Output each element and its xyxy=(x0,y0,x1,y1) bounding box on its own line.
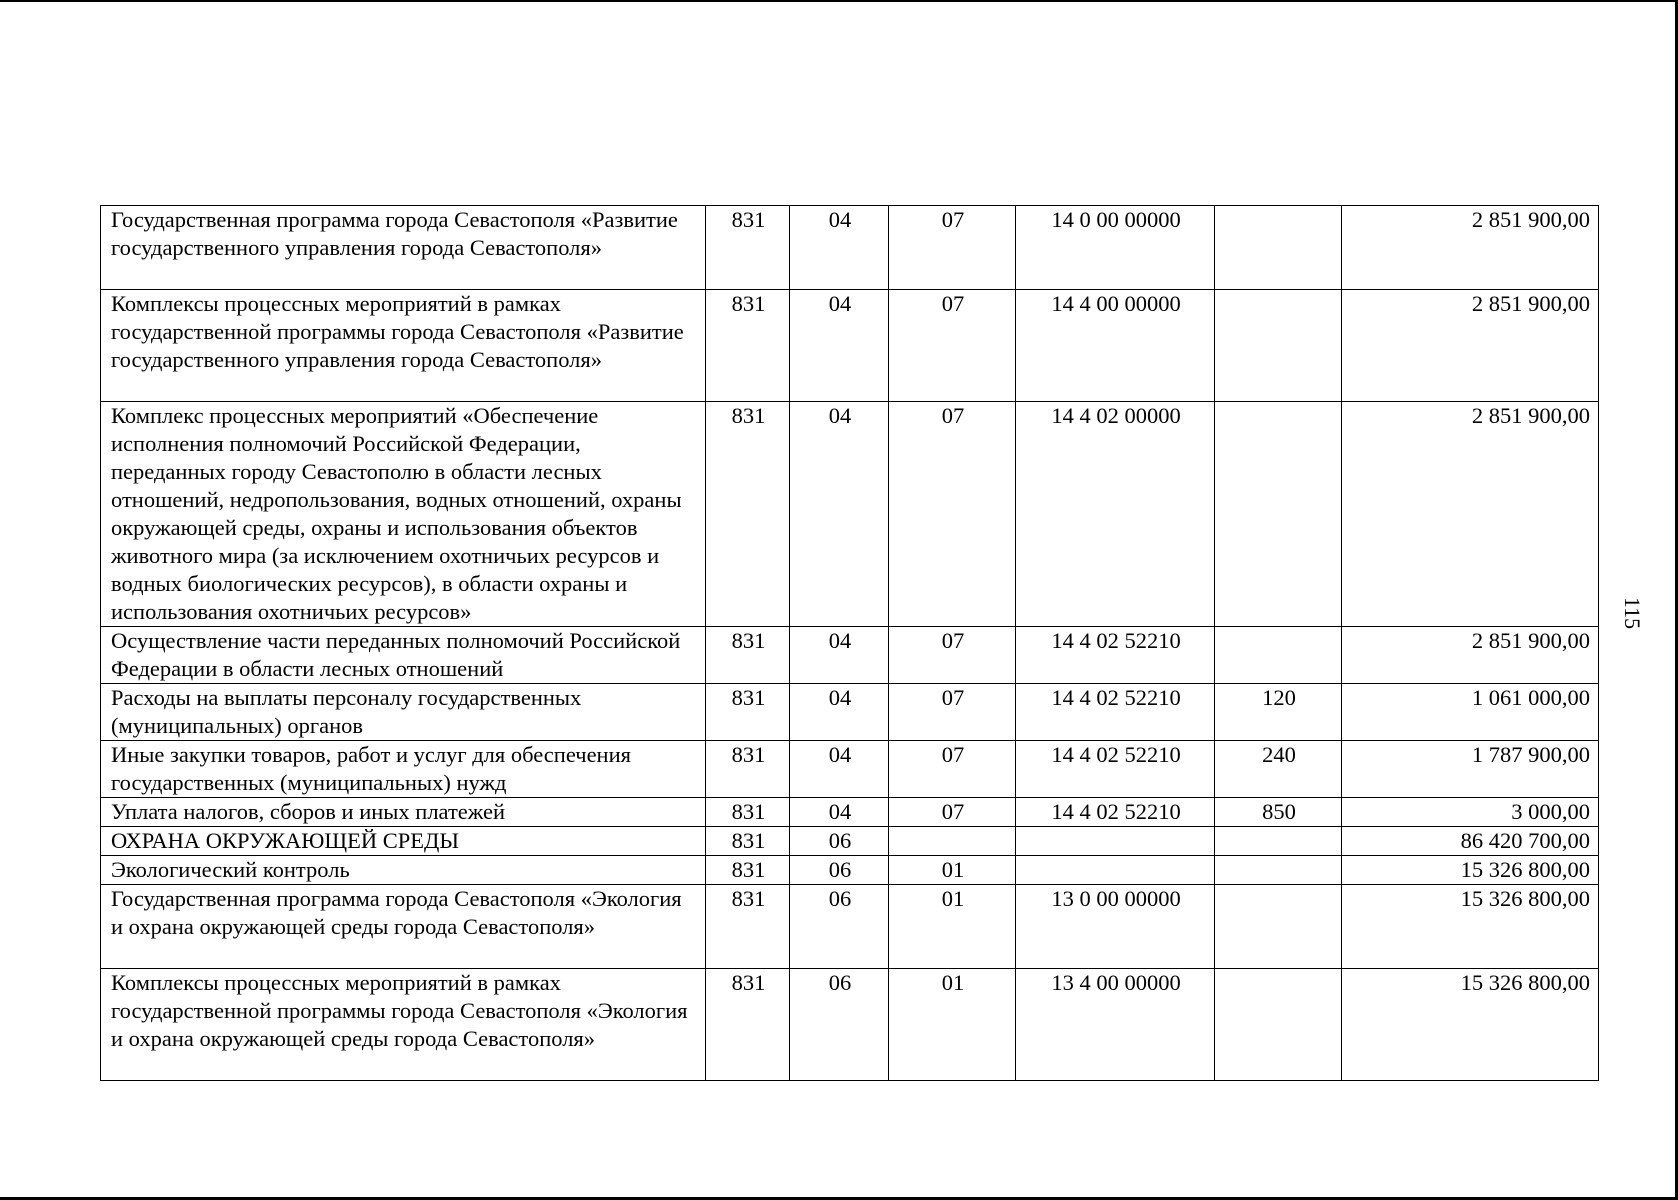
subsection-code: 07 xyxy=(889,798,1016,827)
expense-type-code xyxy=(1215,402,1342,627)
subsection-code: 01 xyxy=(889,856,1016,885)
expense-name: Комплекс процессных мероприятий «Обеспечение исполнения полномочий Российской Федерации, переданных городу Севастополю в области лесных отношений, недропользования, водных отношений, охраны окружающей среды, охраны и использования объектов животного мира (за исключением охотничьих ресурсов и водных биологических ресурсов), в области охраны и использования охотничьих ресурсов» xyxy=(101,402,706,627)
amount: 1 787 900,00 xyxy=(1342,741,1599,798)
section-code: 04 xyxy=(790,206,889,290)
section-code: 04 xyxy=(790,741,889,798)
amount: 2 851 900,00 xyxy=(1342,402,1599,627)
section-code: 04 xyxy=(790,684,889,741)
target-article-code: 14 4 02 52210 xyxy=(1016,684,1215,741)
target-article-code: 14 0 00 00000 xyxy=(1016,206,1215,290)
section-code: 04 xyxy=(790,798,889,827)
section-code: 04 xyxy=(790,627,889,684)
department-code: 831 xyxy=(706,290,790,402)
subsection-code: 07 xyxy=(889,741,1016,798)
target-article-code: 13 0 00 00000 xyxy=(1016,885,1215,969)
expense-name: Комплексы процессных мероприятий в рамках государственной программы города Севастополя «Развитие государственного управления города Севастополя» xyxy=(101,290,706,402)
table-row xyxy=(101,402,1599,627)
section-code: 06 xyxy=(790,827,889,856)
amount: 15 326 800,00 xyxy=(1342,885,1599,969)
target-article-code xyxy=(1016,856,1215,885)
expense-type-code: 850 xyxy=(1215,798,1342,827)
expense-type-code: 120 xyxy=(1215,684,1342,741)
expense-name: Экологический контроль xyxy=(101,856,706,885)
expense-name: Осуществление части переданных полномочий Российской Федерации в области лесных отношений xyxy=(101,627,706,684)
expense-type-code xyxy=(1215,827,1342,856)
section-code: 04 xyxy=(790,402,889,627)
subsection-code: 07 xyxy=(889,627,1016,684)
expense-name: Уплата налогов, сборов и иных платежей xyxy=(101,798,706,827)
amount: 15 326 800,00 xyxy=(1342,856,1599,885)
department-code: 831 xyxy=(706,684,790,741)
table-row xyxy=(101,684,1599,741)
expense-type-code: 240 xyxy=(1215,741,1342,798)
subsection-code: 01 xyxy=(889,885,1016,969)
expense-name: Государственная программа города Севастополя «Развитие государственного управления города Севастополя» xyxy=(101,206,706,290)
table-row xyxy=(101,827,1599,856)
department-code: 831 xyxy=(706,206,790,290)
department-code: 831 xyxy=(706,741,790,798)
page-number: 115 xyxy=(1620,596,1645,630)
table-row xyxy=(101,741,1599,798)
department-code: 831 xyxy=(706,402,790,627)
amount: 3 000,00 xyxy=(1342,798,1599,827)
department-code: 831 xyxy=(706,827,790,856)
expense-name: Государственная программа города Севастополя «Экология и охрана окружающей среды города Севастополя» xyxy=(101,885,706,969)
scan-edge-top xyxy=(0,0,1678,2)
section-code: 06 xyxy=(790,969,889,1081)
target-article-code: 14 4 00 00000 xyxy=(1016,290,1215,402)
subsection-code: 07 xyxy=(889,684,1016,741)
expense-type-code xyxy=(1215,969,1342,1081)
expense-type-code xyxy=(1215,206,1342,290)
target-article-code: 14 4 02 52210 xyxy=(1016,627,1215,684)
department-code: 831 xyxy=(706,856,790,885)
department-code: 831 xyxy=(706,798,790,827)
target-article-code xyxy=(1016,827,1215,856)
table-row xyxy=(101,627,1599,684)
table-row xyxy=(101,885,1599,969)
target-article-code: 14 4 02 00000 xyxy=(1016,402,1215,627)
target-article-code: 14 4 02 52210 xyxy=(1016,798,1215,827)
department-code: 831 xyxy=(706,627,790,684)
amount: 2 851 900,00 xyxy=(1342,290,1599,402)
department-code: 831 xyxy=(706,969,790,1081)
expense-name: Расходы на выплаты персоналу государственных (муниципальных) органов xyxy=(101,684,706,741)
amount: 1 061 000,00 xyxy=(1342,684,1599,741)
expense-type-code xyxy=(1215,627,1342,684)
subsection-code: 07 xyxy=(889,206,1016,290)
target-article-code: 14 4 02 52210 xyxy=(1016,741,1215,798)
budget-table xyxy=(100,205,1599,1081)
subsection-code: 07 xyxy=(889,402,1016,627)
expense-name: Комплексы процессных мероприятий в рамках государственной программы города Севастополя «Экология и охрана окружающей среды города Севастополя» xyxy=(101,969,706,1081)
subsection-code: 01 xyxy=(889,969,1016,1081)
amount: 15 326 800,00 xyxy=(1342,969,1599,1081)
table-row xyxy=(101,969,1599,1081)
amount: 2 851 900,00 xyxy=(1342,627,1599,684)
table-row xyxy=(101,290,1599,402)
expense-type-code xyxy=(1215,290,1342,402)
expense-type-code xyxy=(1215,885,1342,969)
target-article-code: 13 4 00 00000 xyxy=(1016,969,1215,1081)
section-code: 06 xyxy=(790,856,889,885)
table-row xyxy=(101,798,1599,827)
table-row xyxy=(101,206,1599,290)
section-code: 06 xyxy=(790,885,889,969)
expense-name: ОХРАНА ОКРУЖАЮЩЕЙ СРЕДЫ xyxy=(101,827,706,856)
table-row xyxy=(101,856,1599,885)
subsection-code: 07 xyxy=(889,290,1016,402)
expense-type-code xyxy=(1215,856,1342,885)
section-code: 04 xyxy=(790,290,889,402)
amount: 86 420 700,00 xyxy=(1342,827,1599,856)
department-code: 831 xyxy=(706,885,790,969)
amount: 2 851 900,00 xyxy=(1342,206,1599,290)
expense-name: Иные закупки товаров, работ и услуг для обеспечения государственных (муниципальных) нужд xyxy=(101,741,706,798)
subsection-code xyxy=(889,827,1016,856)
